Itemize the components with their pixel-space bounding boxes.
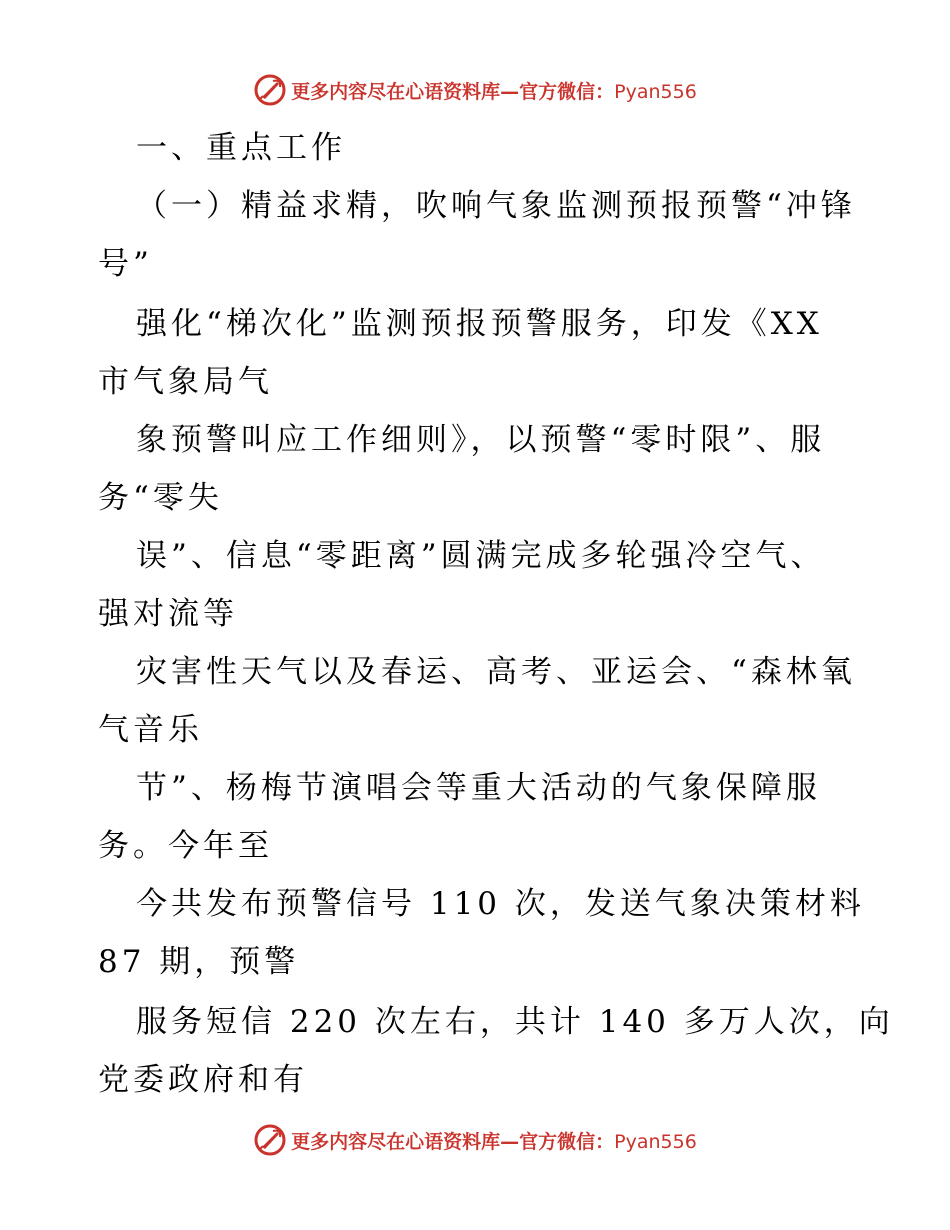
paragraph-line: 气音乐 — [98, 712, 203, 748]
subsection-heading: （一）精益求精，吹响气象监测预报预警“冲锋 — [136, 188, 856, 224]
paragraph-line: 务。今年至 — [98, 828, 273, 864]
section-heading: 一、重点工作 — [136, 130, 346, 166]
paragraph-line: 节”、杨梅节演唱会等重大活动的气象保障服 — [136, 770, 821, 806]
footer-watermark-account: Pyan556 — [614, 1130, 697, 1153]
paragraph-line: 强化“梯次化”监测预报预警服务，印发《XX — [136, 306, 823, 342]
paragraph-line: 服务短信 220 次左右，共计 140 多万人次，向 — [136, 1004, 894, 1040]
header-watermark-text: 更多内容尽在心语资料库—官方微信：Pyan556 — [291, 80, 697, 103]
paragraph-line: 象预警叫应工作细则》，以预警“零时限”、服 — [136, 422, 826, 458]
paragraph-line: 务“零失 — [98, 480, 223, 516]
paragraph-line: 市气象局气 — [98, 364, 273, 400]
subsection-heading-cont: 号” — [98, 246, 153, 282]
footer-watermark-text: 更多内容尽在心语资料库—官方微信：Pyan556 — [291, 1130, 697, 1153]
paragraph-line: 87 期，预警 — [98, 944, 300, 980]
paragraph-line: 误”、信息“零距离”圆满完成多轮强冷空气、 — [136, 538, 826, 574]
paragraph-line: 强对流等 — [98, 596, 238, 632]
header-watermark-account: Pyan556 — [614, 80, 697, 103]
paragraph-line: 今共发布预警信号 110 次，发送气象决策材料 — [136, 886, 865, 922]
feather-logo-icon — [253, 73, 287, 107]
footer-watermark — [0, 1120, 950, 1160]
paragraph-line: 灾害性天气以及春运、高考、亚运会、“森林氧 — [136, 654, 856, 690]
header-watermark — [0, 70, 950, 110]
feather-logo-icon — [253, 1123, 287, 1157]
paragraph-line: 党委政府和有 — [98, 1062, 308, 1098]
